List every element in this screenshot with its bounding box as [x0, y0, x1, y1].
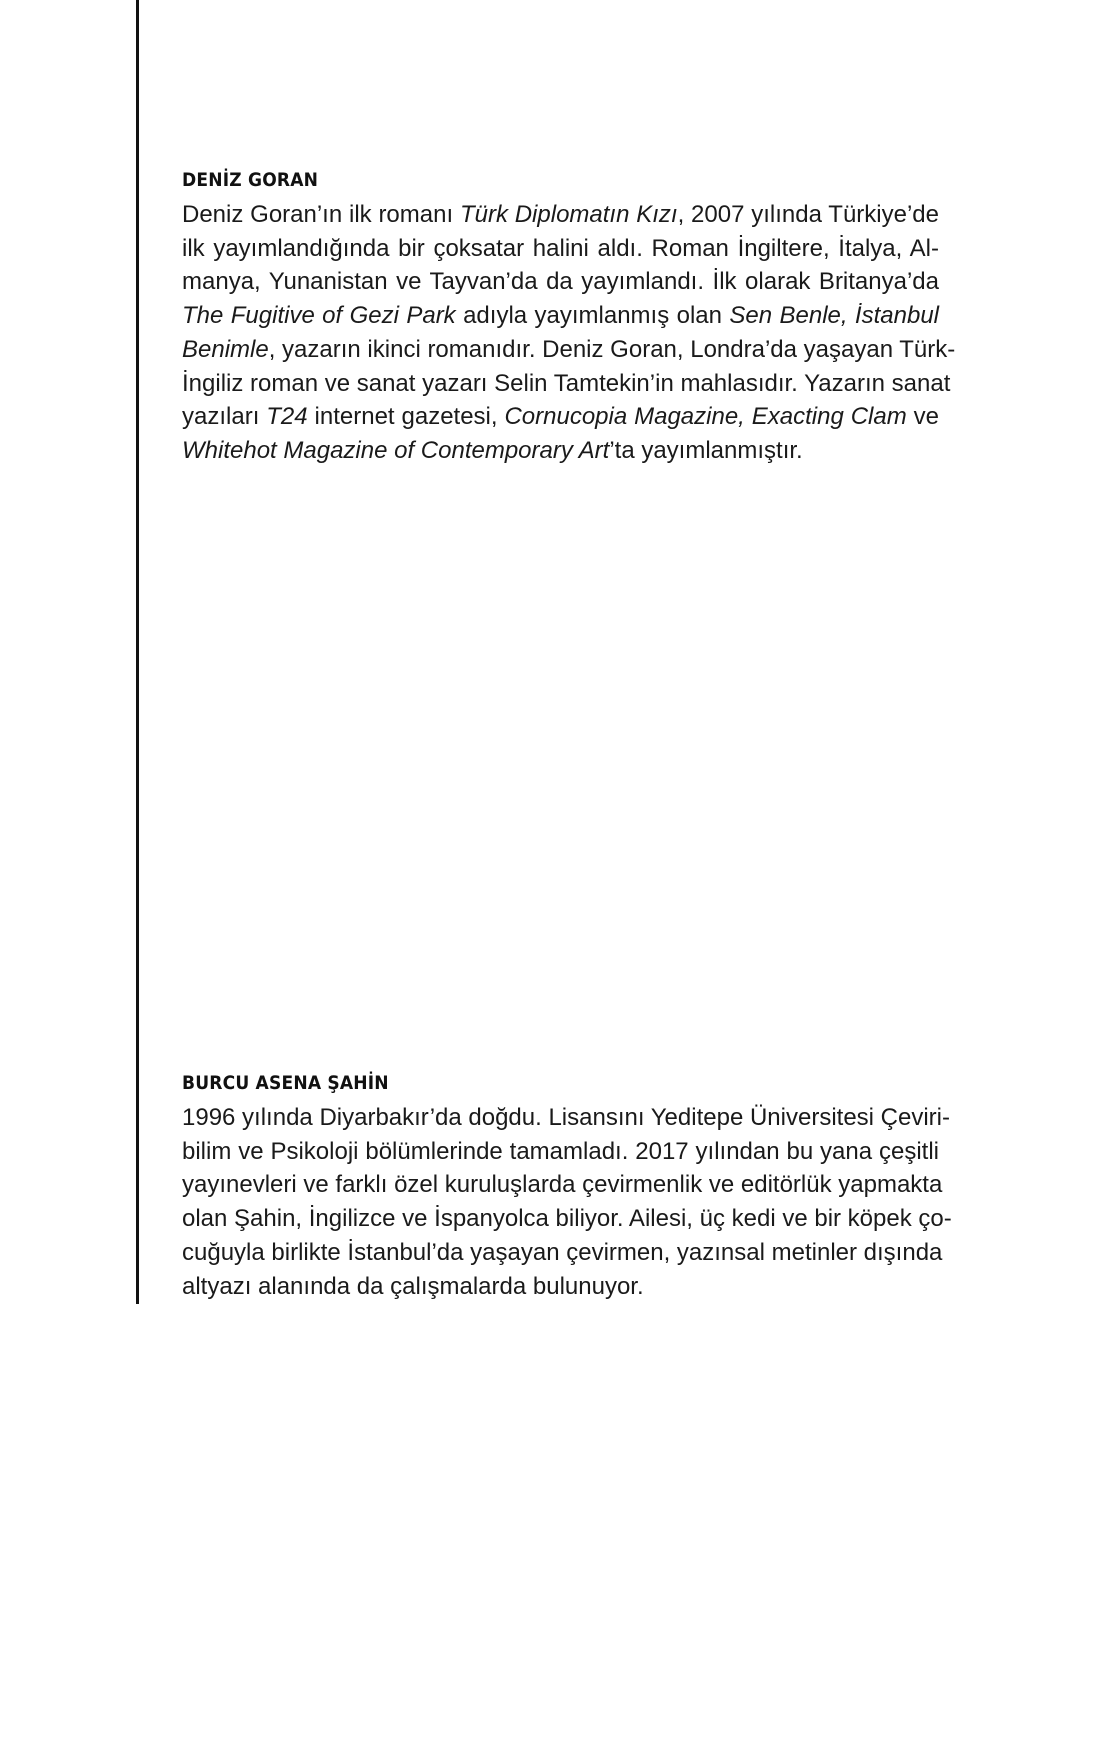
author-bio: [182, 166, 956, 468]
italic-title-run: Türk Diplomatın Kızı: [459, 201, 678, 228]
text-line: [182, 434, 939, 468]
text-line: [182, 198, 939, 232]
text-line: [182, 232, 939, 266]
italic-title-run: Sen Benle, İstanbul: [729, 302, 939, 330]
translator-bio: [182, 1069, 952, 1303]
text-run: manya, Yunanistan ve Tayvan’da da yayımlandı. İlk olarak Britanya’da: [182, 268, 939, 296]
translator-bio-text: [182, 1101, 952, 1303]
text-run: ’ta yayımlanmıştır.: [609, 436, 803, 464]
text-line: [182, 400, 939, 434]
text-line: [182, 367, 951, 401]
text-run: olan Şahin, İngilizce ve İspanyolca biliyor. Ailesi, üç kedi ve bir köpek ço-: [182, 1205, 952, 1233]
italic-title-run: The Fugitive of Gezi Park: [182, 302, 456, 330]
author-name: DENİZ GORAN: [182, 169, 319, 191]
text-run: ilk yayımlandığında bir çoksatar halini aldı. Roman İngiltere, İtalya, Al-: [182, 234, 939, 262]
text-line: [182, 1135, 939, 1169]
text-line: [182, 1236, 943, 1270]
italic-title-run: T24: [266, 403, 308, 431]
text-run: yazıları: [182, 403, 267, 431]
text-run: cuğuyla birlikte İstanbul’da yaşayan çevirmen, yazınsal metinler dışında: [182, 1238, 943, 1266]
text-run: internet gazetesi,: [307, 403, 505, 431]
text-line: [182, 1101, 950, 1135]
text-line: [182, 333, 956, 367]
translator-name: BURCU ASENA ŞAHİN: [182, 1072, 389, 1094]
text-run: ve: [906, 403, 939, 431]
text-run: 1996 yılında Diyarbakır’da doğdu. Lisansını Yeditepe Üniversitesi Çeviri-: [182, 1104, 950, 1131]
text-run: bilim ve Psikoloji bölümlerinde tamamladı. 2017 yılından bu yana çeşitli: [182, 1137, 939, 1165]
italic-title-run: Benimle: [182, 335, 269, 363]
text-run: İngiliz roman ve sanat yazarı Selin Tamtekin’in mahlasıdır. Yazarın sanat: [182, 369, 951, 397]
text-run: , 2007 yılında Türkiye’de: [677, 201, 939, 228]
text-line: [182, 1270, 939, 1304]
author-bio-text: [182, 198, 956, 468]
text-run: Deniz Goran’ın ilk romanı: [182, 201, 460, 228]
text-run: altyazı alanında da çalışmalarda bulunuyor.: [182, 1272, 644, 1300]
text-line: [182, 1202, 952, 1236]
italic-title-run: Cornucopia Magazine, Exacting Clam: [504, 403, 907, 431]
margin-rule: [136, 0, 139, 1304]
text-line: [182, 265, 939, 299]
text-run: yayınevleri ve farklı özel kuruluşlarda çevirmenlik ve editörlük yapmakta: [182, 1171, 943, 1199]
text-run: , yazarın ikinci romanıdır. Deniz Goran, Londra’da yaşayan Türk-: [268, 335, 956, 363]
text-line: [182, 1168, 943, 1202]
text-line: [182, 299, 939, 333]
italic-title-run: Whitehot Magazine of Contemporary Art: [182, 436, 610, 464]
text-run: adıyla yayımlanmış olan: [455, 302, 730, 330]
